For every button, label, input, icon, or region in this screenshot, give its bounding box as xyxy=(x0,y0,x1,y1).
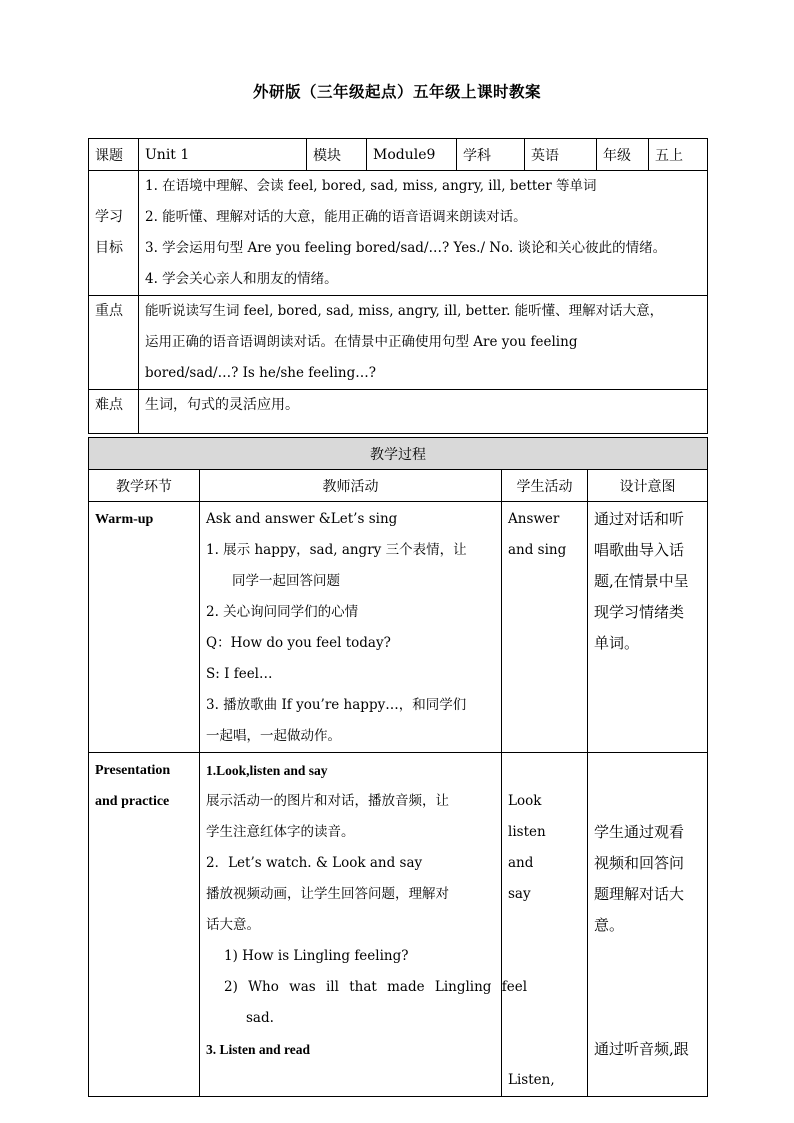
objective-item: 1. 在语境中理解、会读 feel, bored, sad, miss, angry, ill, better 等单词 xyxy=(145,178,597,194)
objectives-label-line1: 学习 xyxy=(95,209,123,225)
presentation-intent-line: 意。 xyxy=(594,916,625,934)
key-points-content xyxy=(139,296,708,390)
column-header-stage: 教学环节 xyxy=(89,470,200,502)
presentation-teacher-line: 2) Who was ill that made Lingling feel xyxy=(224,979,528,995)
key-points-row xyxy=(89,296,708,390)
warmup-stage: Warm-up xyxy=(95,512,154,527)
warmup-row xyxy=(89,502,708,753)
warmup-teacher-line: Q：How do you feel today? xyxy=(206,635,391,651)
presentation-teacher-line: 1) How is Lingling feeling? xyxy=(224,948,409,964)
warmup-teacher-line: 3. 播放歌曲 If you’re happy…，和同学们 xyxy=(206,697,467,713)
grade-value: 五上 xyxy=(649,139,708,171)
presentation-student-line: Look xyxy=(508,793,542,809)
objectives-row xyxy=(89,171,708,296)
presentation-student-line: Listen, xyxy=(508,1072,555,1088)
warmup-teacher-line: S: I feel… xyxy=(206,666,273,682)
difficulty-content: 生词，句式的灵活应用。 xyxy=(139,390,708,434)
module-label: 模块 xyxy=(307,139,367,171)
presentation-intent-line: 题理解对话大 xyxy=(594,885,685,903)
objectives-label-line2: 目标 xyxy=(95,240,123,256)
presentation-student-cell xyxy=(502,753,588,1097)
key-points-label: 重点 xyxy=(89,296,139,390)
presentation-stage-line1: Presentation xyxy=(95,763,171,778)
presentation-teacher-cell xyxy=(200,753,528,1097)
warmup-teacher-line: 一起唱，一起做动作。 xyxy=(206,728,341,744)
objectives-label xyxy=(89,171,139,296)
warmup-intent-cell xyxy=(588,502,708,753)
warmup-teacher-line: 2. 关心询问同学们的心情 xyxy=(206,604,359,620)
topic-value: Unit 1 xyxy=(139,139,307,171)
topic-label: 课题 xyxy=(89,139,139,171)
warmup-teacher-line: 1. 展示 happy，sad, angry 三个表情，让 xyxy=(206,542,467,558)
presentation-teacher-line: 3. Listen and read xyxy=(206,1042,311,1057)
presentation-teacher-line: sad. xyxy=(246,1010,274,1026)
key-points-line: 能听说读写生词 feel, bored, sad, miss, angry, ill, better. 能听懂、理解对话大意， xyxy=(145,303,664,319)
column-header-row xyxy=(89,470,708,502)
process-header-row xyxy=(89,438,708,470)
warmup-intent-line: 单词。 xyxy=(594,634,640,652)
subject-value: 英语 xyxy=(525,139,597,171)
presentation-stage-line2: and practice xyxy=(95,794,170,809)
presentation-row xyxy=(89,753,708,1097)
grade-label: 年级 xyxy=(597,139,649,171)
presentation-intent-line: 学生通过观看 xyxy=(594,823,685,841)
presentation-teacher-line: 学生注意红体字的读音。 xyxy=(206,824,355,840)
column-header-student: 学生活动 xyxy=(502,470,588,502)
warmup-teacher-line: Ask and answer &Let’s sing xyxy=(206,511,398,527)
presentation-intent-line: 通过听音频,跟 xyxy=(594,1040,689,1058)
presentation-teacher-line: 1.Look,listen and say xyxy=(206,763,328,778)
warmup-intent-line: 题,在情景中呈 xyxy=(594,572,689,590)
presentation-intent-cell xyxy=(588,753,708,1097)
warmup-teacher-cell xyxy=(200,502,502,753)
objective-item: 3. 学会运用句型 Are you feeling bored/sad/…? Yes./ No. 谈论和关心彼此的情绪。 xyxy=(145,240,667,256)
difficulty-label: 难点 xyxy=(89,390,139,434)
warmup-intent-line: 唱歌曲导入话 xyxy=(594,541,685,559)
subject-label: 学科 xyxy=(457,139,525,171)
process-header: 教学过程 xyxy=(89,438,708,470)
warmup-student-line: Answer xyxy=(508,511,560,527)
warmup-student-cell xyxy=(502,502,588,753)
warmup-intent-line: 通过对话和听 xyxy=(594,510,685,528)
presentation-student-line: listen and xyxy=(508,824,546,871)
module-value: Module9 xyxy=(367,139,457,171)
difficulty-row xyxy=(89,390,708,434)
key-points-line: bored/sad/…? Is he/she feeling…? xyxy=(145,365,376,381)
presentation-teacher-line: 2．Let’s watch. & Look and say xyxy=(206,855,423,871)
column-header-teacher: 教师活动 xyxy=(200,470,502,502)
presentation-intent-line: 视频和回答问 xyxy=(594,854,685,872)
warmup-student-line: and sing xyxy=(508,542,567,558)
presentation-student-line: say xyxy=(508,886,531,902)
presentation-teacher-line: 展示活动一的图片和对话，播放音频，让 xyxy=(206,793,449,809)
objective-item: 2. 能听懂、理解对话的大意，能用正确的语音语调来朗读对话。 xyxy=(145,209,527,225)
presentation-teacher-line: 话大意。 xyxy=(206,917,260,933)
warmup-intent-line: 现学习情绪类 xyxy=(594,603,685,621)
warmup-stage-cell xyxy=(89,502,200,753)
column-header-intent: 设计意图 xyxy=(588,470,708,502)
presentation-teacher-line: 播放视频动画，让学生回答问题，理解对 xyxy=(206,886,449,902)
warmup-teacher-line: 同学一起回答问题 xyxy=(232,573,340,589)
objective-item: 4. 学会关心亲人和朋友的情绪。 xyxy=(145,271,338,287)
teaching-process-table xyxy=(88,437,708,1097)
objectives-content xyxy=(139,171,708,296)
info-row xyxy=(89,139,708,171)
presentation-stage-cell xyxy=(89,753,200,1097)
document-title: 外研版（三年级起点）五年级上课时教案 xyxy=(252,82,541,101)
key-points-line: 运用正确的语音语调朗读对话。在情景中正确使用句型 Are you feeling xyxy=(145,334,578,350)
lesson-info-table xyxy=(88,138,708,434)
